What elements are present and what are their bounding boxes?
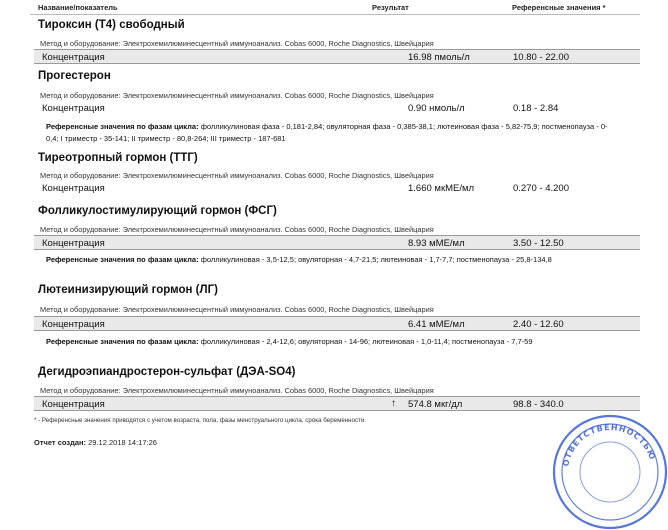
- result-value: 6.41 мМЕ/мл: [408, 319, 465, 330]
- result-reference: 3.50 - 12.50: [513, 238, 564, 249]
- phase-reference-progesterone: [46, 121, 616, 144]
- svg-text:ОТВЕТСТВЕННОСТЬЮ: [561, 423, 657, 467]
- result-reference: 2.40 - 12.60: [513, 319, 564, 330]
- result-value: 16.98 пмоль/л: [408, 52, 470, 63]
- phase-reference-label: Референсные значения по фазам цикла:: [46, 255, 199, 264]
- test-method-t4: Метод и оборудование: Электрохемилюминесцентный иммуноанализ. Cobas 6000, Roche Diagnostics, Швейцария: [40, 39, 434, 48]
- test-method-lh: Метод и оборудование: Электрохемилюминесцентный иммуноанализ. Cobas 6000, Roche Diagnostics, Швейцария: [40, 305, 434, 314]
- result-value: 1.660 мкМЕ/мл: [408, 183, 475, 194]
- test-method-dhea-so4: Метод и оборудование: Электрохемилюминесцентный иммуноанализ. Cobas 6000, Roche Diagnostics, Швейцария: [40, 386, 434, 395]
- phase-reference-label: Референсные значения по фазам цикла:: [46, 122, 199, 131]
- test-title-progesterone: Прогестерон: [38, 70, 111, 82]
- result-label: Концентрация: [42, 238, 105, 249]
- test-title-lh: Лютеинизирующий гормон (ЛГ): [38, 284, 218, 296]
- result-reference: 0.18 - 2.84: [513, 103, 559, 114]
- result-row-progesterone: [34, 101, 640, 116]
- phase-reference-label: Референсные значения по фазам цикла:: [46, 337, 199, 346]
- result-reference: 0.270 - 4.200: [513, 183, 569, 194]
- result-value: 574.8 мкг/дл: [408, 399, 463, 410]
- header-name-column: Название/показатель: [38, 3, 118, 12]
- report-created-label: Отчет создан:: [34, 438, 87, 447]
- result-value: 0.90 нмоль/л: [408, 103, 465, 114]
- phase-reference-lh: [46, 336, 616, 348]
- test-title-dhea-so4: Дегидроэпиандростерон-сульфат (ДЭА-SO4): [38, 366, 296, 378]
- report-created: [34, 438, 157, 447]
- test-title-t4: Тироксин (Т4) свободный: [38, 19, 185, 31]
- phase-reference-text: фолликулиновая - 2,4-12,6; овуляторная - 14-96; лютеиновая - 1,0-11,4; постменопауза - 7,7-59: [200, 337, 533, 346]
- header-result-column: Результат: [372, 3, 409, 12]
- test-method-fsh: Метод и оборудование: Электрохемилюминесцентный иммуноанализ. Cobas 6000, Roche Diagnostics, Швейцария: [40, 225, 434, 234]
- header-reference-column: Референсные значения *: [512, 3, 606, 12]
- result-reference: 98.8 - 340.0: [513, 399, 564, 410]
- result-label: Концентрация: [42, 319, 105, 330]
- result-label: Концентрация: [42, 52, 105, 63]
- result-row-dhea-so4: [34, 396, 640, 411]
- phase-reference-text: фолликулиновая фаза - 0,181-2,84; овуляторная фаза - 0,385-38,1; лютеиновая фаза - 5,82-75,9; постменопауза - 0-0,4; I триместр - 35-141; II триместр - 80,8-264; III триместр - 187-681: [46, 122, 608, 143]
- result-label: Концентрация: [42, 103, 105, 114]
- result-row-fsh: [34, 235, 640, 250]
- result-label: Концентрация: [42, 183, 105, 194]
- header-divider: [30, 14, 640, 15]
- result-row-t4: [34, 49, 640, 64]
- result-reference: 10.80 - 22.00: [513, 52, 569, 63]
- test-method-tsh: Метод и оборудование: Электрохемилюминесцентный иммуноанализ. Cobas 6000, Roche Diagnostics, Швейцария: [40, 171, 434, 180]
- stamp-text: ОТВЕТСТВЕННОСТЬЮ: [561, 422, 658, 468]
- result-label: Концентрация: [42, 399, 105, 410]
- test-title-fsh: Фолликулостимулирующий гормон (ФСГ): [38, 205, 277, 217]
- result-row-tsh: [34, 181, 640, 196]
- phase-reference-fsh: [46, 254, 616, 266]
- arrow-up-icon: ↑: [391, 398, 396, 409]
- clinic-stamp-icon: [548, 410, 668, 530]
- test-method-progesterone: Метод и оборудование: Электрохемилюминесцентный иммуноанализ. Cobas 6000, Roche Diagnostics, Швейцария: [40, 91, 434, 100]
- phase-reference-text: фолликулиновая - 3,5-12,5; овуляторная - 4,7-21,5; лютеиновая - 1,7-7,7; постменопауза - 25,8-134,8: [200, 255, 552, 264]
- test-title-tsh: Тиреотропный гормон (ТТГ): [38, 152, 198, 164]
- result-row-lh: [34, 316, 640, 331]
- report-created-value: 29.12.2018 14:17:26: [88, 438, 157, 447]
- footnote: * - Референсные значения приводятся с учетом возраста, пола, фазы менструального цикла, срока беременности.: [34, 417, 367, 424]
- result-value: 8.93 мМЕ/мл: [408, 238, 465, 249]
